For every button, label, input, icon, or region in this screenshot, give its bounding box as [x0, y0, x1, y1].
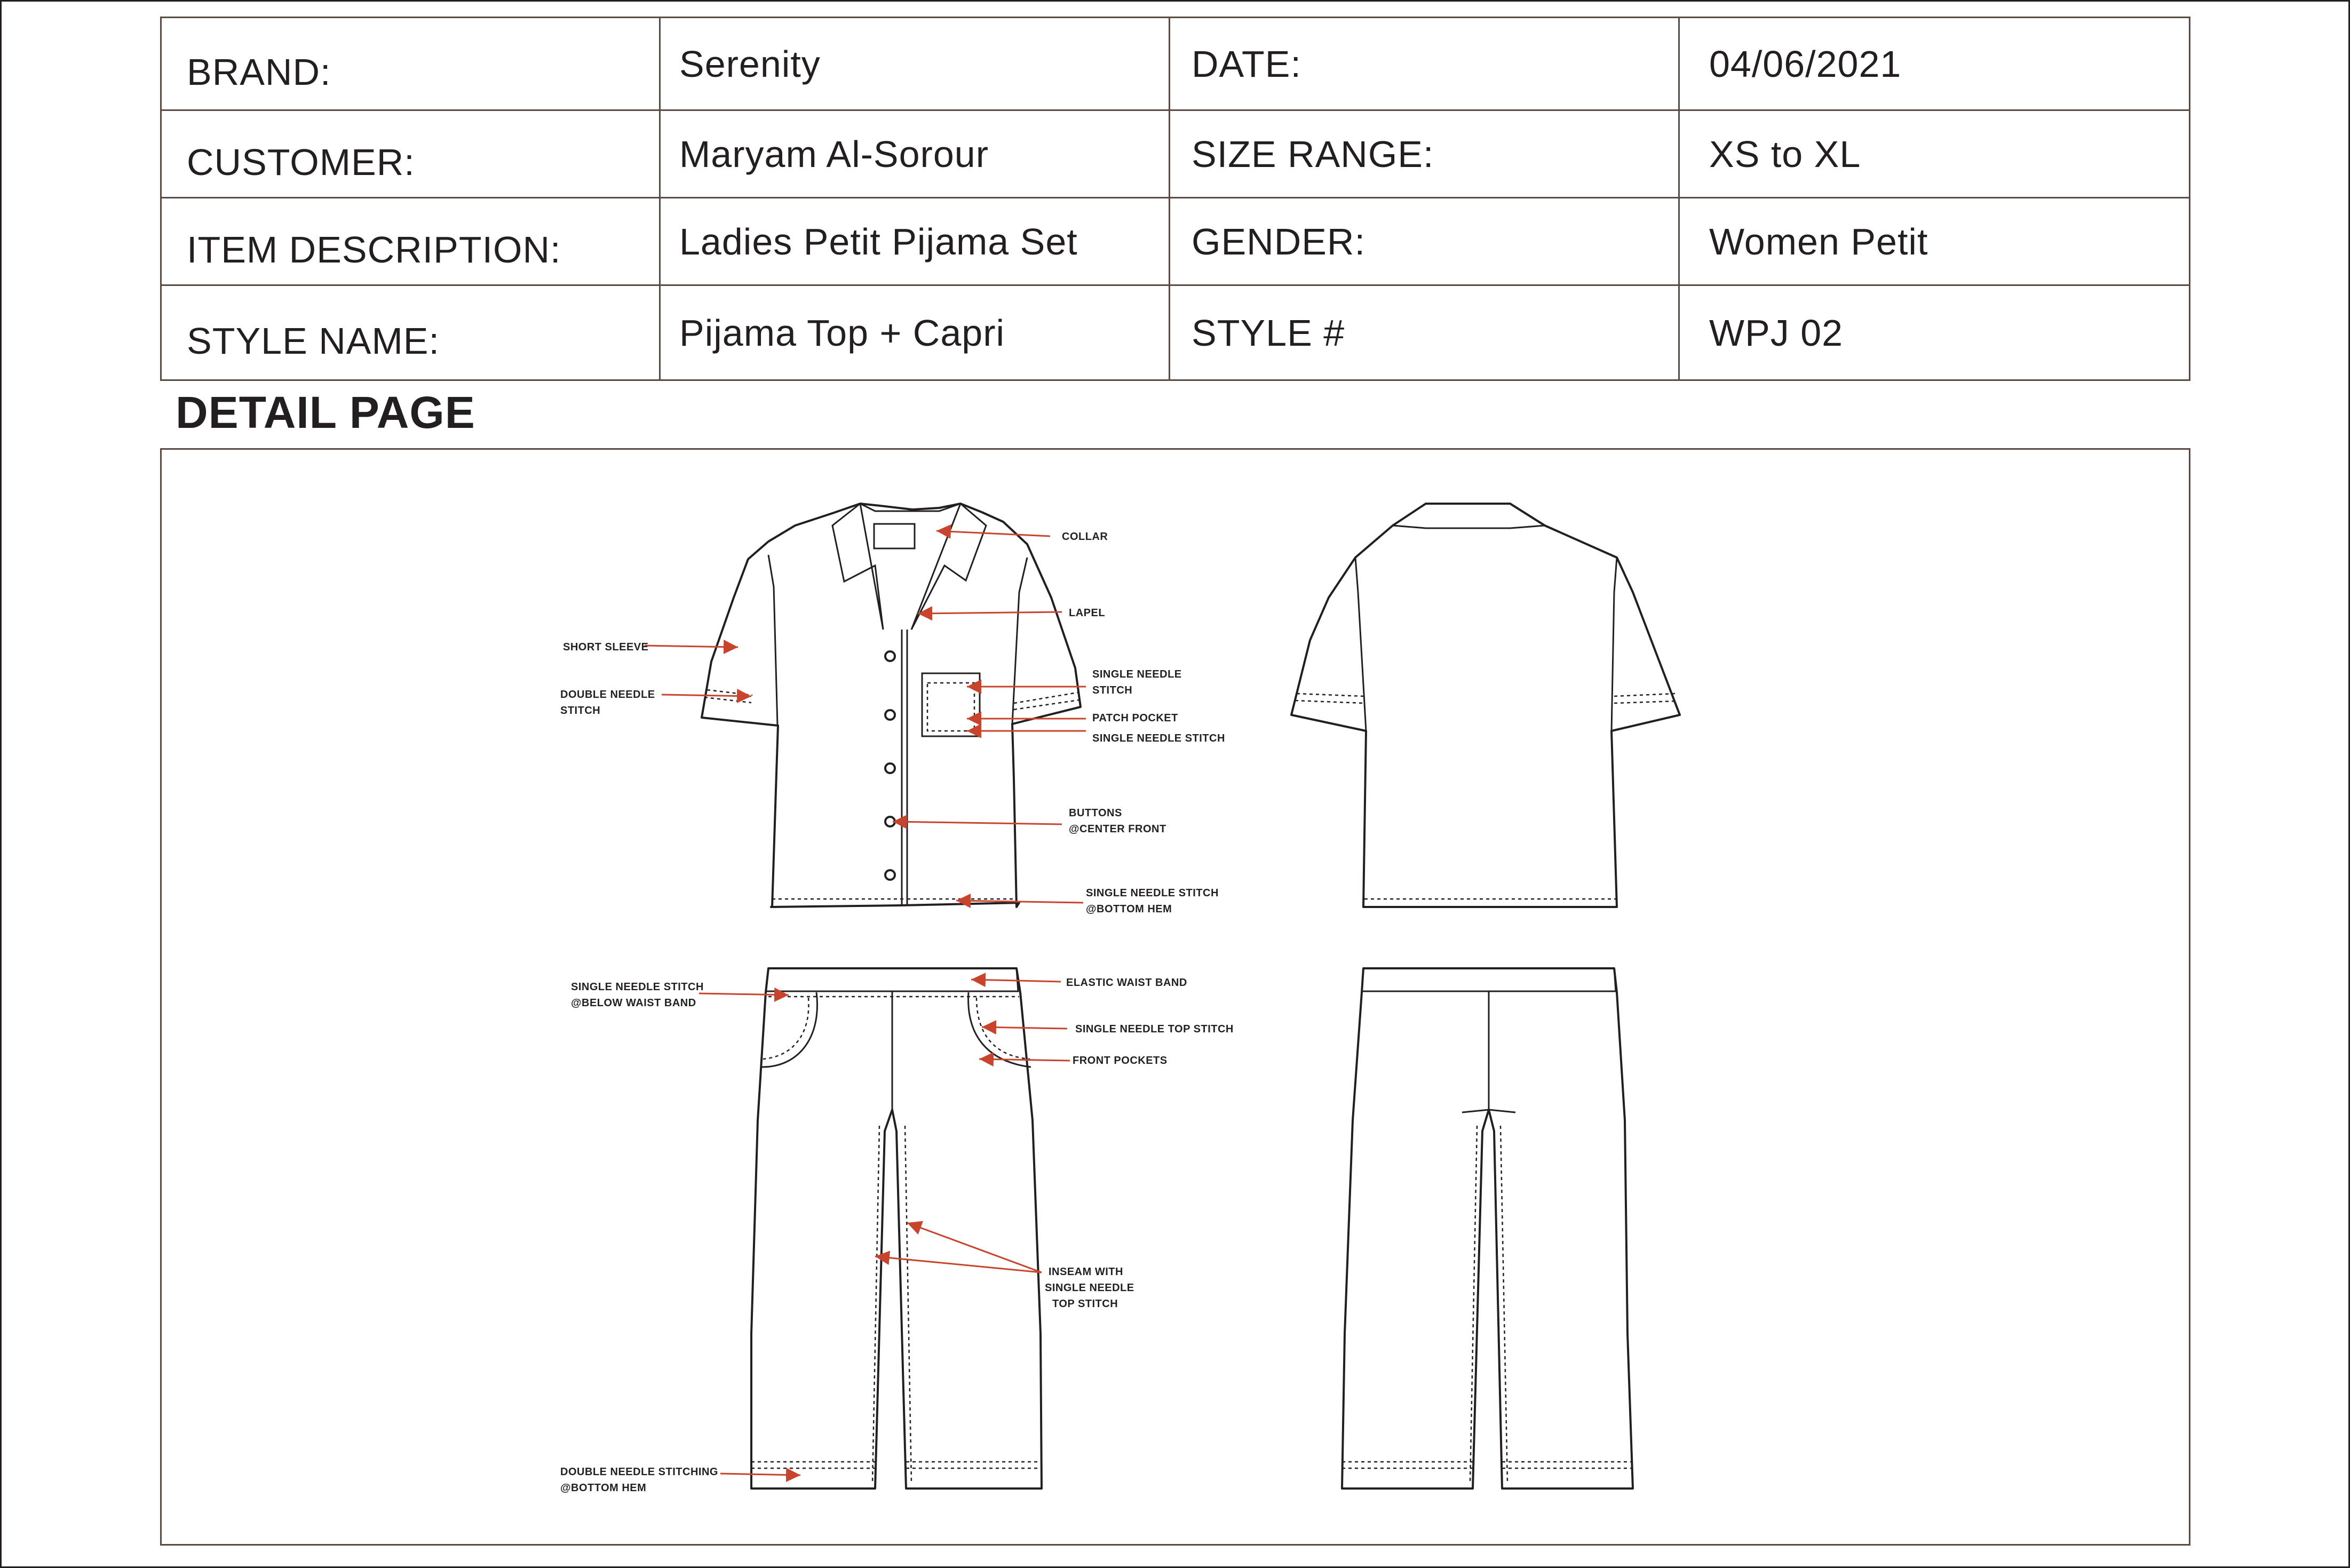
- callout-single-needle-top: SINGLE NEEDLE TOP STITCH: [1075, 1023, 1234, 1035]
- date-label: DATE:: [1170, 18, 1680, 111]
- callout-bottom-hem-2: @BOTTOM HEM: [1086, 903, 1172, 915]
- callout-collar: COLLAR: [1062, 531, 1108, 543]
- callout-lapel: LAPEL: [1069, 607, 1106, 619]
- style-name-label: STYLE NAME:: [162, 286, 661, 379]
- callout-bottom-hem-1: SINGLE NEEDLE STITCH: [1086, 887, 1219, 899]
- callout-buttons-1: BUTTONS: [1069, 807, 1122, 819]
- pants-front: [751, 968, 1042, 1489]
- shirt-button: [885, 870, 895, 880]
- gender-label: GENDER:: [1170, 198, 1680, 286]
- detail-page-title: DETAIL PAGE: [176, 387, 475, 437]
- size-range-label: SIZE RANGE:: [1170, 111, 1680, 198]
- style-number-label: STYLE #: [1170, 286, 1680, 379]
- callout-patch-pocket: PATCH POCKET: [1092, 712, 1178, 724]
- callout-elastic-waist: ELASTIC WAIST BAND: [1066, 977, 1187, 989]
- customer-label: CUSTOMER:: [162, 111, 661, 198]
- pants-back: [1342, 968, 1633, 1489]
- item-description-value: Ladies Petit Pijama Set: [661, 198, 1170, 286]
- callout-front-pockets: FRONT POCKETS: [1073, 1055, 1168, 1066]
- date-value: 04/06/2021: [1680, 18, 2189, 111]
- callout-buttons-2: @CENTER FRONT: [1069, 823, 1166, 835]
- shirt-front: [702, 504, 1081, 907]
- callout-double-needle-2: STITCH: [560, 705, 601, 717]
- size-range-value: XS to XL: [1680, 111, 2189, 198]
- callout-pant-hem-2: @BOTTOM HEM: [560, 1482, 647, 1494]
- callout-below-waist-2: @BELOW WAIST BAND: [571, 997, 696, 1009]
- callout-single-needle-a2: STITCH: [1092, 684, 1133, 696]
- item-description-label: ITEM DESCRIPTION:: [162, 198, 661, 286]
- shirt-button: [885, 763, 895, 773]
- callout-inseam-2: SINGLE NEEDLE: [1045, 1282, 1134, 1294]
- callout-below-waist-1: SINGLE NEEDLE STITCH: [571, 981, 704, 993]
- callout-pant-hem-1: DOUBLE NEEDLE STITCHING: [560, 1466, 718, 1478]
- shirt-button: [885, 710, 895, 720]
- callout-inseam-1: INSEAM WITH: [1049, 1266, 1123, 1278]
- callout-single-needle-a1: SINGLE NEEDLE: [1092, 668, 1182, 680]
- style-name-value: Pijama Top + Capri: [661, 286, 1170, 379]
- brand-value: Serenity: [661, 18, 1170, 111]
- style-number-value: WPJ 02: [1709, 312, 1844, 354]
- customer-value: Maryam Al-Sorour: [661, 111, 1170, 198]
- callout-single-needle-b: SINGLE NEEDLE STITCH: [1092, 733, 1225, 744]
- brand-label: BRAND:: [162, 18, 661, 111]
- callout-inseam-3: TOP STITCH: [1052, 1298, 1118, 1310]
- callout-double-needle-1: DOUBLE NEEDLE: [560, 689, 655, 701]
- shirt-button: [885, 651, 895, 661]
- gender-value: Women Petit: [1680, 198, 2189, 286]
- callout-short-sleeve: SHORT SLEEVE: [563, 641, 649, 653]
- shirt-back: [1291, 504, 1680, 907]
